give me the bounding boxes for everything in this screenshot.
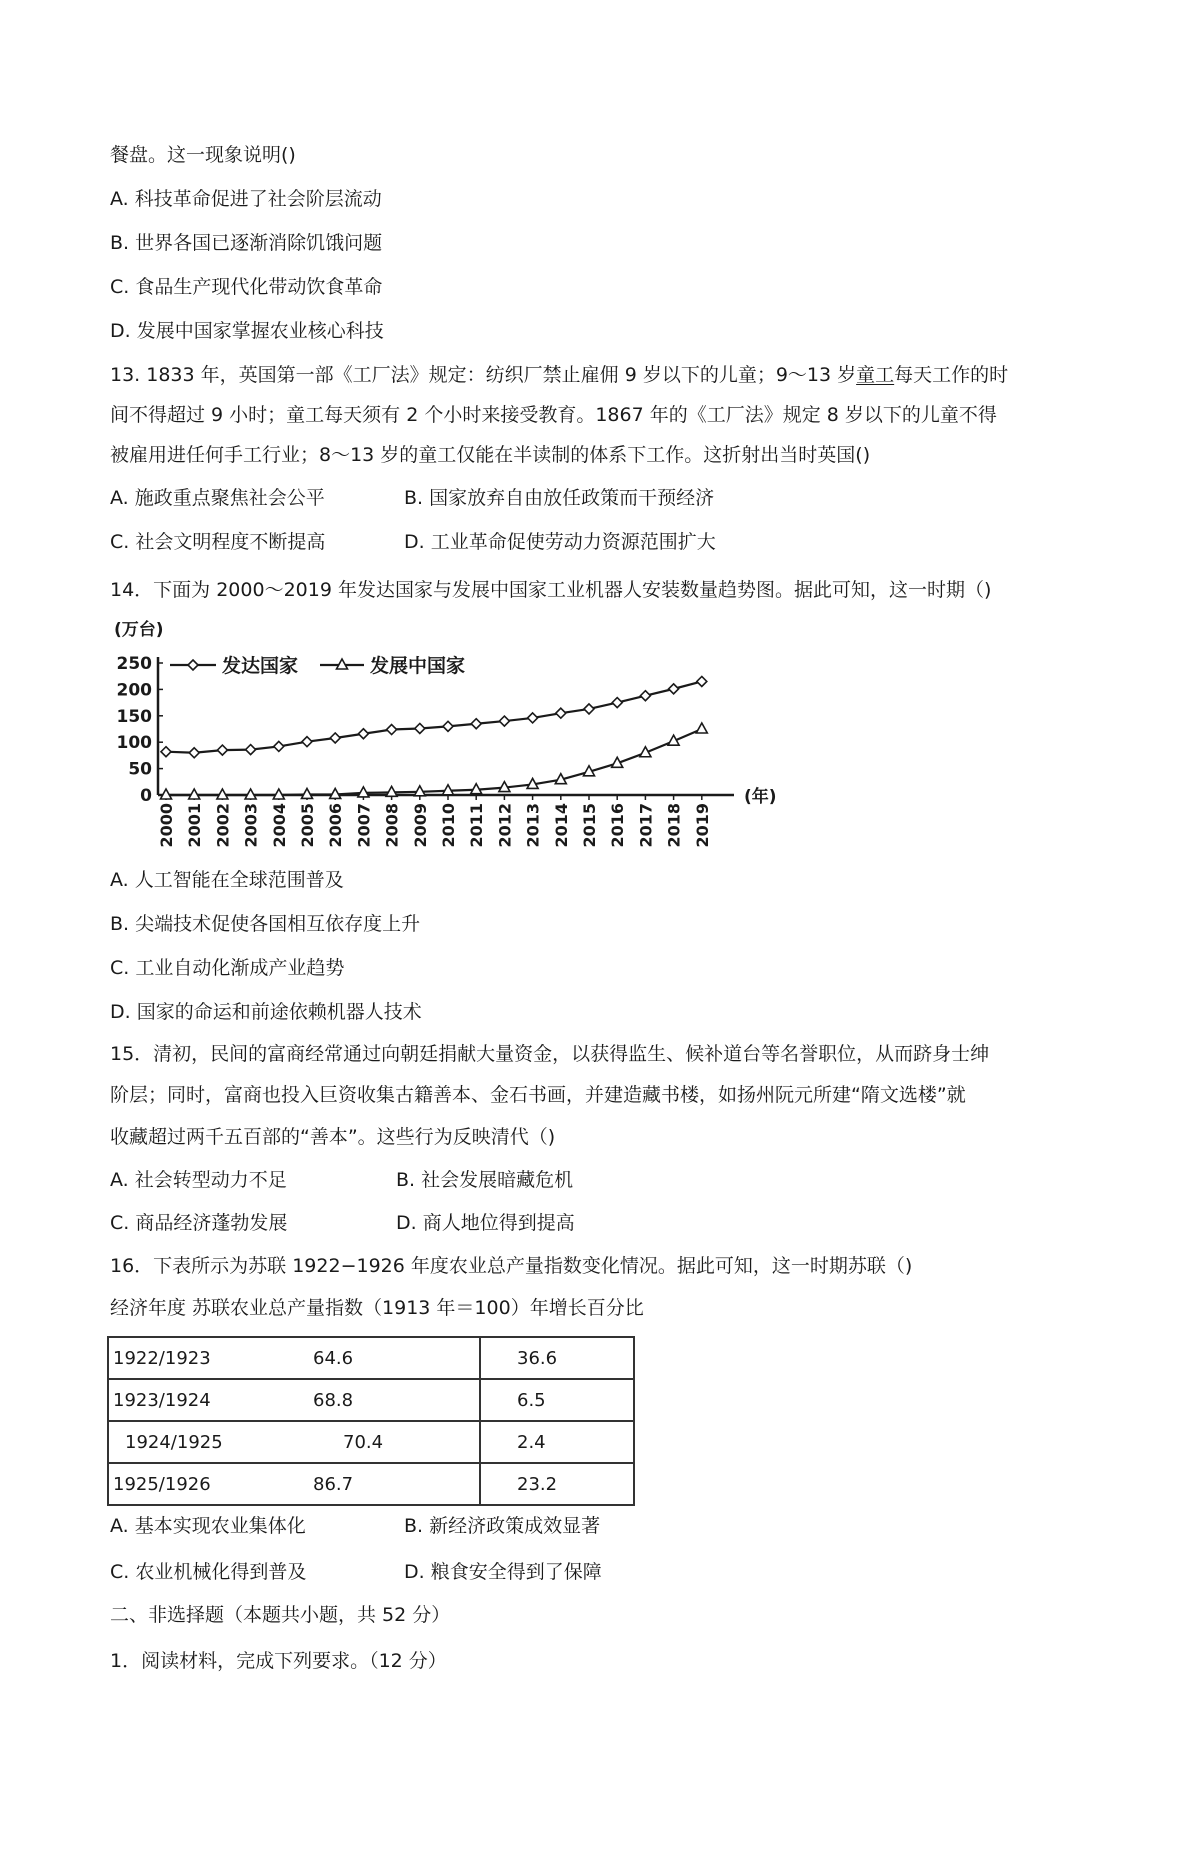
cell-year: 1925/1926: [113, 1473, 211, 1495]
y-tick-label: 100: [116, 733, 152, 754]
robot-install-chart: [108, 615, 808, 850]
data-point-triangle: [696, 723, 707, 733]
x-tick-label: 2005: [298, 803, 317, 848]
data-point-diamond: [612, 698, 622, 708]
x-tick-label: 2019: [692, 803, 712, 848]
x-tick-label: 2014: [551, 803, 571, 848]
q14-stem: 14．下面为 2000～2019 年发达国家与发展中国家工业机器人安装数量趋势图。据此可知，这一时期（): [110, 579, 992, 601]
x-tick-label: 2003: [241, 803, 261, 848]
data-point-diamond: [556, 708, 566, 718]
q12-option-d[interactable]: D. 发展中国家掌握农业核心科技: [110, 320, 384, 342]
q12-stem-tail: 餐盘。这一现象说明(): [110, 144, 296, 166]
series-line-developing: [166, 729, 702, 795]
q14-option-b[interactable]: B. 尖端技术促使各国相互依存度上升: [110, 913, 421, 935]
q14-option-d[interactable]: D. 国家的命运和前途依赖机器人技术: [110, 1001, 422, 1023]
y-tick-label: 0: [140, 786, 152, 806]
q15-option-d[interactable]: D. 商人地位得到提高: [396, 1212, 575, 1234]
q16-option-a[interactable]: A. 基本实现农业集体化: [110, 1515, 306, 1537]
data-point-diamond: [217, 745, 227, 755]
q13-stem-line-2: 间不得超过 9 小时；童工每天须有 2 个小时来接受教育。1867 年的《工厂法》规定 8 岁以下的儿童不得: [110, 404, 997, 426]
data-point-diamond: [330, 733, 340, 743]
q14-option-a[interactable]: A. 人工智能在全球范围普及: [110, 869, 344, 891]
x-tick-label: 2002: [213, 803, 233, 848]
legend-label-developing: 发展中国家: [370, 655, 466, 677]
data-point-diamond: [697, 676, 707, 686]
q15-stem-line-2: 阶层；同时，富商也投入巨资收集古籍善本、金石书画，并建造藏书楼，如扬州阮元所建“隋文选楼”就: [110, 1084, 966, 1106]
cell-growth: 36.6: [480, 1337, 634, 1379]
x-tick-label: 2000: [157, 803, 176, 848]
x-tick-label: 2006: [326, 803, 346, 848]
table-row: [108, 1337, 634, 1379]
x-tick-label: 2017: [636, 803, 656, 848]
q13-stem-line-3: 被雇用进任何手工行业；8～13 岁的童工仅能在半读制的体系下工作。这折射出当时英国(): [110, 444, 871, 466]
x-tick-label: 2007: [354, 803, 374, 848]
x-tick-label: 2001: [185, 803, 205, 848]
section-2-title: 二、非选择题（本题共小题，共 52 分）: [110, 1604, 451, 1626]
data-point-diamond: [499, 716, 509, 726]
table-row: [108, 1463, 634, 1505]
cell-growth: 6.5: [480, 1379, 634, 1421]
legend-label-developed: 发达国家: [222, 655, 299, 677]
x-tick-label: 2012: [495, 803, 515, 848]
q16-option-b[interactable]: B. 新经济政策成效显著: [404, 1515, 601, 1537]
x-tick-label: 2010: [439, 803, 458, 848]
x-tick-label: 2011: [467, 803, 487, 848]
y-tick-label: 150: [116, 706, 152, 727]
data-point-diamond: [415, 723, 425, 733]
y-tick-label: 200: [116, 680, 152, 701]
data-point-diamond: [669, 684, 679, 694]
q12-option-a[interactable]: A. 科技革命促进了社会阶层流动: [110, 188, 382, 210]
x-tick-label: 2015: [580, 803, 599, 848]
x-tick-label: 2009: [410, 803, 430, 848]
y-tick-label: 50: [128, 759, 152, 780]
chart-y-axis-label: (万台): [114, 620, 164, 640]
q16-table-header: 经济年度 苏联农业总产量指数（1913 年＝100）年增长百分比: [110, 1297, 644, 1319]
data-point-diamond: [387, 725, 397, 735]
q13-option-c[interactable]: C. 社会文明程度不断提高: [110, 531, 326, 553]
q13-stem-pre: 13. 1833 年，英国第一部《工厂法》规定：纺织厂禁止雇佣 9 岁以下的儿童；9～13 岁: [110, 364, 857, 386]
data-point-diamond: [274, 741, 284, 751]
q15-option-a[interactable]: A. 社会转型动力不足: [110, 1169, 287, 1191]
table-row: [108, 1379, 634, 1421]
q13-stem-underlined: 童工: [856, 364, 895, 386]
data-point-diamond: [358, 729, 368, 739]
x-tick-label: 2004: [269, 803, 289, 848]
legend-marker-diamond: [188, 660, 198, 670]
q13-stem-post: 每天工作的时: [894, 364, 1009, 386]
q14-option-c[interactable]: C. 工业自动化渐成产业趋势: [110, 957, 345, 979]
q16-option-c[interactable]: C. 农业机械化得到普及: [110, 1561, 307, 1583]
q12-option-b[interactable]: B. 世界各国已逐渐消除饥饿问题: [110, 232, 383, 254]
data-point-diamond: [302, 737, 312, 747]
data-point-diamond: [584, 704, 594, 714]
q13-option-b[interactable]: B. 国家放弃自由放任政策而干预经济: [404, 487, 715, 509]
data-point-diamond: [528, 713, 538, 723]
data-point-diamond: [443, 721, 453, 731]
cell-index: 70.4: [343, 1431, 384, 1453]
data-point-diamond: [161, 747, 171, 757]
x-tick-label: 2018: [664, 803, 684, 848]
q16-option-d[interactable]: D. 粮食安全得到了保障: [404, 1561, 602, 1583]
q15-stem-line-3: 收藏超过两千五百部的“善本”。这些行为反映清代（): [110, 1126, 556, 1148]
cell-growth: 23.2: [480, 1463, 634, 1505]
cell-index: 64.6: [313, 1347, 354, 1369]
q13-option-a[interactable]: A. 施政重点聚焦社会公平: [110, 487, 325, 509]
q15-option-b[interactable]: B. 社会发展暗藏危机: [396, 1169, 574, 1191]
q16-stem: 16．下表所示为苏联 1922−1926 年度农业总产量指数变化情况。据此可知，这一时期苏联（): [110, 1255, 913, 1277]
y-tick-label: 250: [116, 654, 152, 674]
cell-year: 1922/1923: [113, 1347, 211, 1369]
cell-year: 1923/1924: [113, 1389, 211, 1411]
cell-index: 68.8: [313, 1389, 354, 1411]
x-tick-label: 2013: [523, 803, 543, 848]
q15-stem-line-1: 15．清初，民间的富商经常通过向朝廷捐献大量资金，以获得监生、候补道台等名誉职位，从而跻身士绅: [110, 1043, 990, 1065]
cell-index: 86.7: [313, 1473, 354, 1495]
cell-growth: 2.4: [480, 1421, 634, 1463]
chart-x-axis-label: (年): [744, 787, 777, 807]
q13-stem-line-1: [110, 361, 1008, 389]
x-tick-label: 2016: [608, 803, 628, 848]
q13-option-d[interactable]: D. 工业革命促使劳动力资源范围扩大: [404, 531, 716, 553]
data-point-diamond: [471, 719, 481, 729]
data-point-diamond: [246, 745, 256, 755]
x-tick-label: 2008: [382, 803, 402, 848]
series-line-developed: [166, 681, 702, 752]
table-row: [108, 1421, 634, 1463]
data-point-diamond: [189, 748, 199, 758]
q16-data-table: [107, 1336, 635, 1506]
q15-option-c[interactable]: C. 商品经济蓬勃发展: [110, 1212, 288, 1234]
section-2-q1: 1．阅读材料，完成下列要求。（12 分）: [110, 1650, 447, 1672]
q12-option-c[interactable]: C. 食品生产现代化带动饮食革命: [110, 276, 383, 298]
cell-year: 1924/1925: [125, 1431, 223, 1453]
data-point-diamond: [640, 691, 650, 701]
